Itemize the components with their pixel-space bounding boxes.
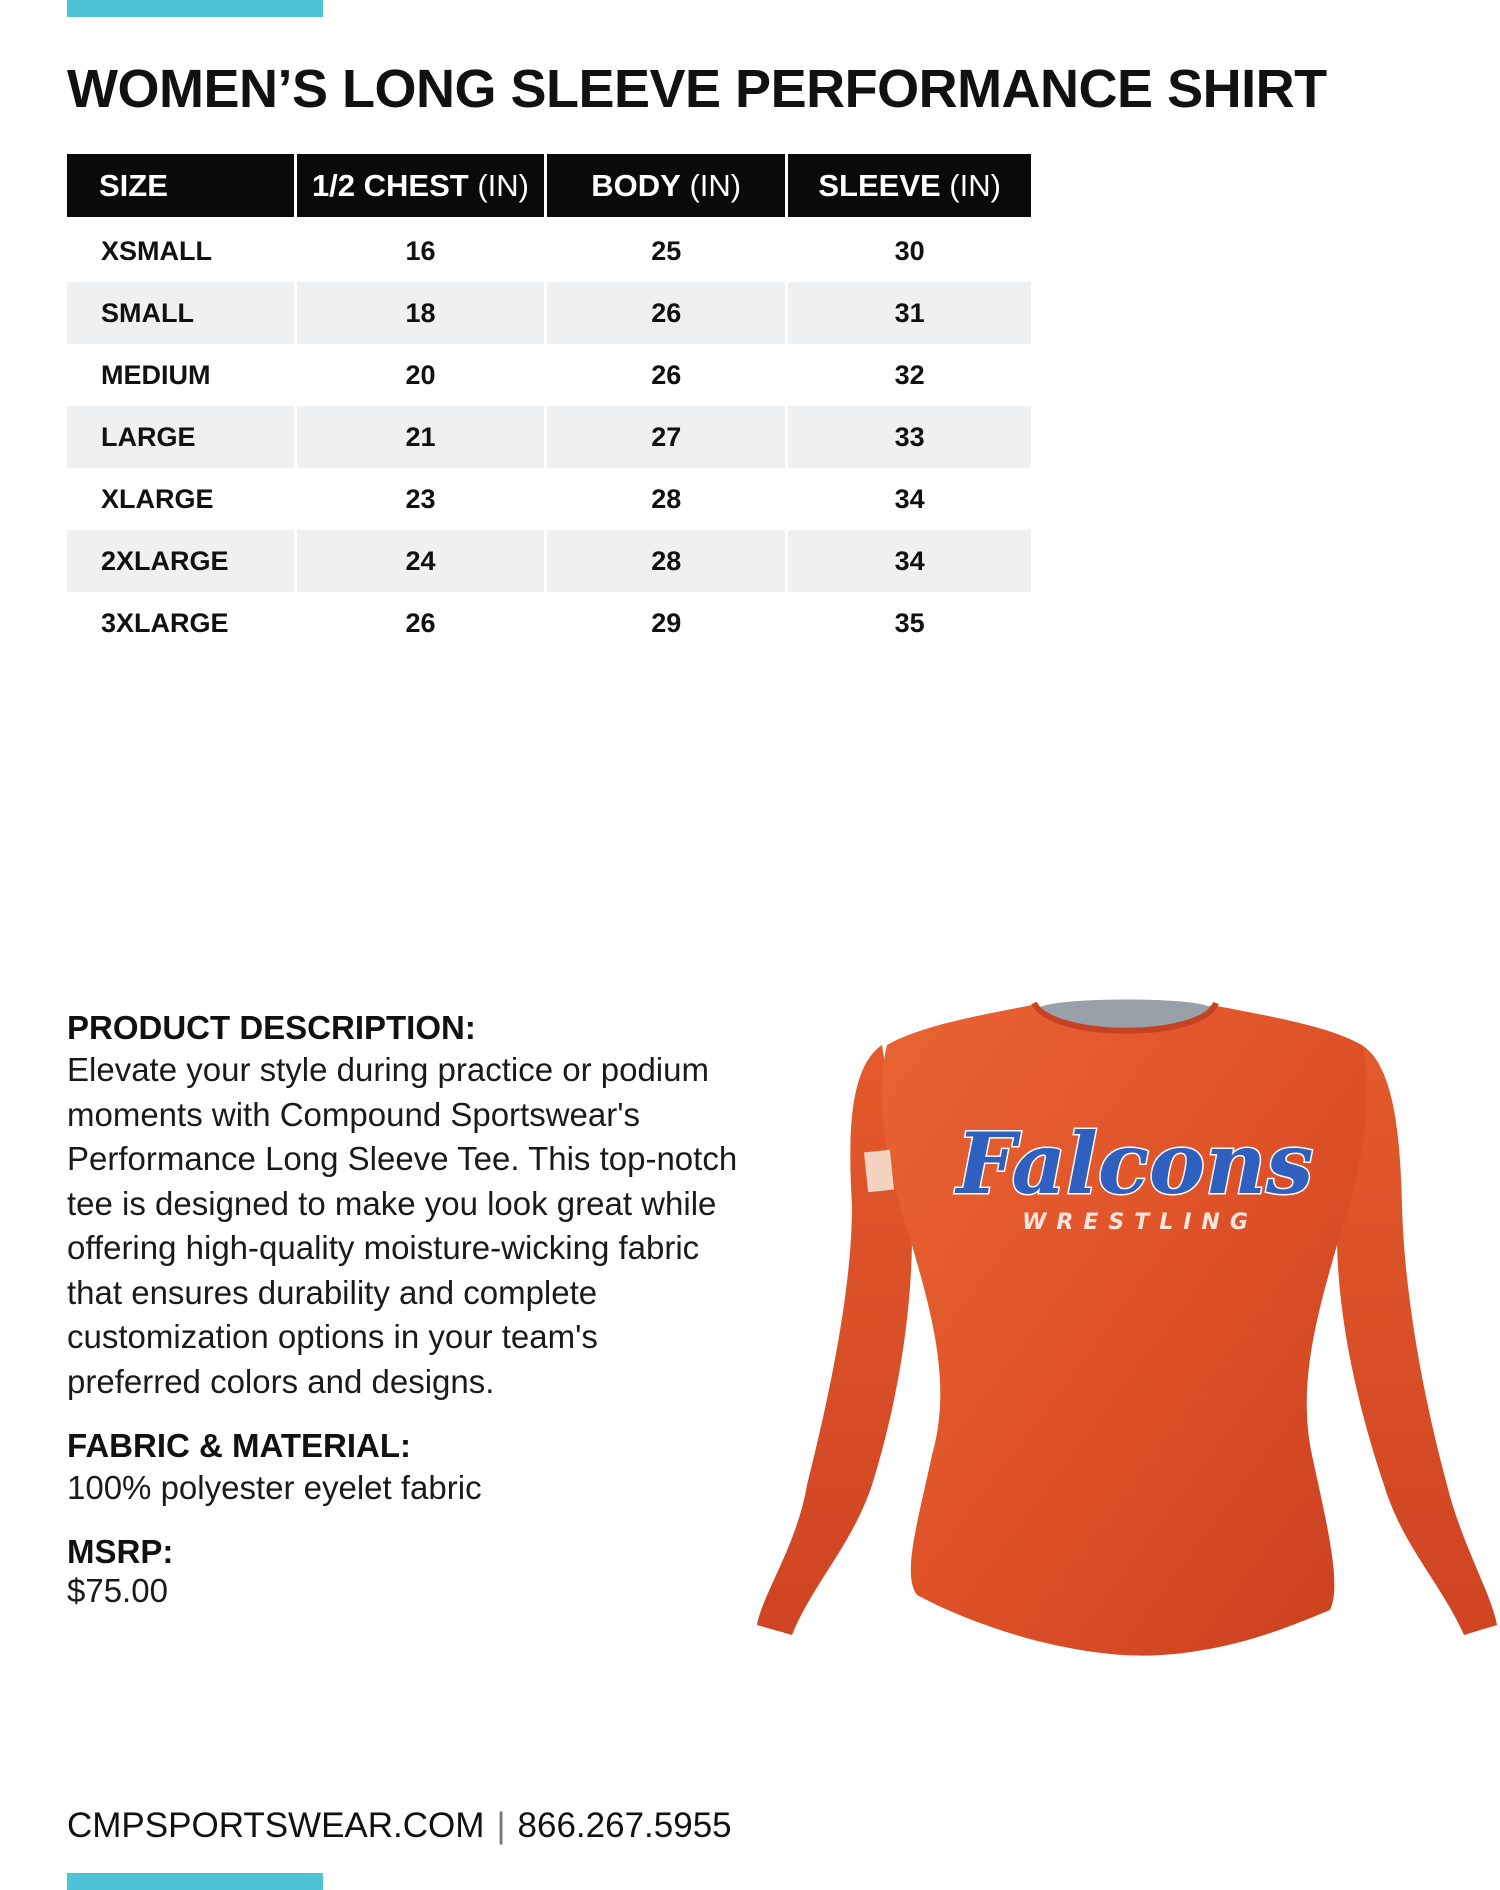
description-line: tee is designed to make you look great while xyxy=(67,1184,717,1222)
description-line: Performance Long Sleeve Tee. This top-notch xyxy=(67,1140,738,1177)
table-row xyxy=(67,282,1031,344)
shirt-illustration xyxy=(752,985,1498,1675)
cell-sleeve: 34 xyxy=(788,530,1031,592)
cell-body: 26 xyxy=(651,359,682,390)
footer-separator: | xyxy=(496,1806,506,1845)
cell-body: 27 xyxy=(547,406,785,468)
cell-body: 28 xyxy=(651,483,682,514)
cell-body: 29 xyxy=(651,607,682,638)
table-row xyxy=(67,592,1031,654)
cell-chest: 18 xyxy=(297,282,544,344)
msrp-value: $75.00 xyxy=(67,1572,168,1609)
cell-body: 28 xyxy=(547,530,785,592)
cell-size: XSMALL xyxy=(67,217,294,282)
cell-chest: 20 xyxy=(405,359,436,390)
table-row xyxy=(67,530,1031,592)
cell-sleeve: 35 xyxy=(894,607,925,638)
msrp-heading: MSRP: xyxy=(67,1533,174,1570)
cell-sleeve: 32 xyxy=(894,359,925,390)
description-line: preferred colors and designs. xyxy=(67,1362,495,1400)
table-row xyxy=(67,406,1031,468)
shirt-body xyxy=(882,1005,1367,1656)
description-line: customization options in your team's xyxy=(67,1318,598,1355)
cell-chest: 24 xyxy=(297,530,544,592)
description-line: Elevate your style during practice or podium xyxy=(67,1051,709,1088)
cell-body: 26 xyxy=(547,282,785,344)
description-line: that ensures durability and complete xyxy=(67,1273,598,1311)
cell-chest: 16 xyxy=(297,217,544,282)
product-description xyxy=(67,1008,767,1404)
footer-phone[interactable]: 866.267.5955 xyxy=(517,1806,732,1845)
product-image xyxy=(752,985,1498,1675)
table-row xyxy=(67,468,1031,530)
cell-chest: 23 xyxy=(405,483,436,514)
fabric-material xyxy=(67,1426,767,1511)
header-chest: 1/2 CHEST (IN) xyxy=(297,154,544,217)
cell-size: LARGE xyxy=(67,406,294,468)
cell-size: MEDIUM xyxy=(101,359,211,390)
cell-size: SMALL xyxy=(67,282,294,344)
msrp xyxy=(67,1532,467,1610)
cell-size: 2XLARGE xyxy=(67,530,294,592)
cell-size: 3XLARGE xyxy=(101,607,229,638)
cell-body: 25 xyxy=(547,217,785,282)
cell-sleeve: 30 xyxy=(788,217,1031,282)
header-sleeve: SLEEVE (IN) xyxy=(788,154,1031,217)
size-chart-header-row xyxy=(67,154,1031,217)
bottom-accent-bar xyxy=(67,1873,323,1890)
header-size: SIZE xyxy=(67,154,294,217)
header-body: BODY (IN) xyxy=(547,154,785,217)
sleeve-tag-icon xyxy=(864,1150,894,1192)
description-line: offering high-quality moisture-wicking fabric xyxy=(67,1229,700,1266)
cell-size: XLARGE xyxy=(101,483,214,514)
table-row xyxy=(67,217,1031,282)
cell-sleeve: 34 xyxy=(894,483,925,514)
fabric-heading: FABRIC & MATERIAL: xyxy=(67,1427,412,1464)
table-row xyxy=(67,344,1031,406)
description-line: moments with Compound Sportswear's xyxy=(67,1095,641,1133)
size-chart-table xyxy=(64,154,1034,654)
cell-sleeve: 31 xyxy=(788,282,1031,344)
shirt-logo-script: Falcons xyxy=(956,1114,1314,1213)
cell-sleeve: 33 xyxy=(788,406,1031,468)
footer-website-link[interactable]: CMPSPORTSWEAR.COM xyxy=(67,1806,485,1845)
shirt-logo-sub: WRESTLING xyxy=(1022,1210,1258,1235)
fabric-value: 100% polyester eyelet fabric xyxy=(67,1469,482,1506)
footer-contact xyxy=(67,1806,732,1846)
cell-chest: 26 xyxy=(405,607,436,638)
page-title: WOMEN’S LONG SLEEVE PERFORMANCE SHIRT xyxy=(67,59,1327,119)
top-accent-bar xyxy=(67,0,323,17)
cell-chest: 21 xyxy=(297,406,544,468)
description-heading: PRODUCT DESCRIPTION: xyxy=(67,1009,476,1046)
